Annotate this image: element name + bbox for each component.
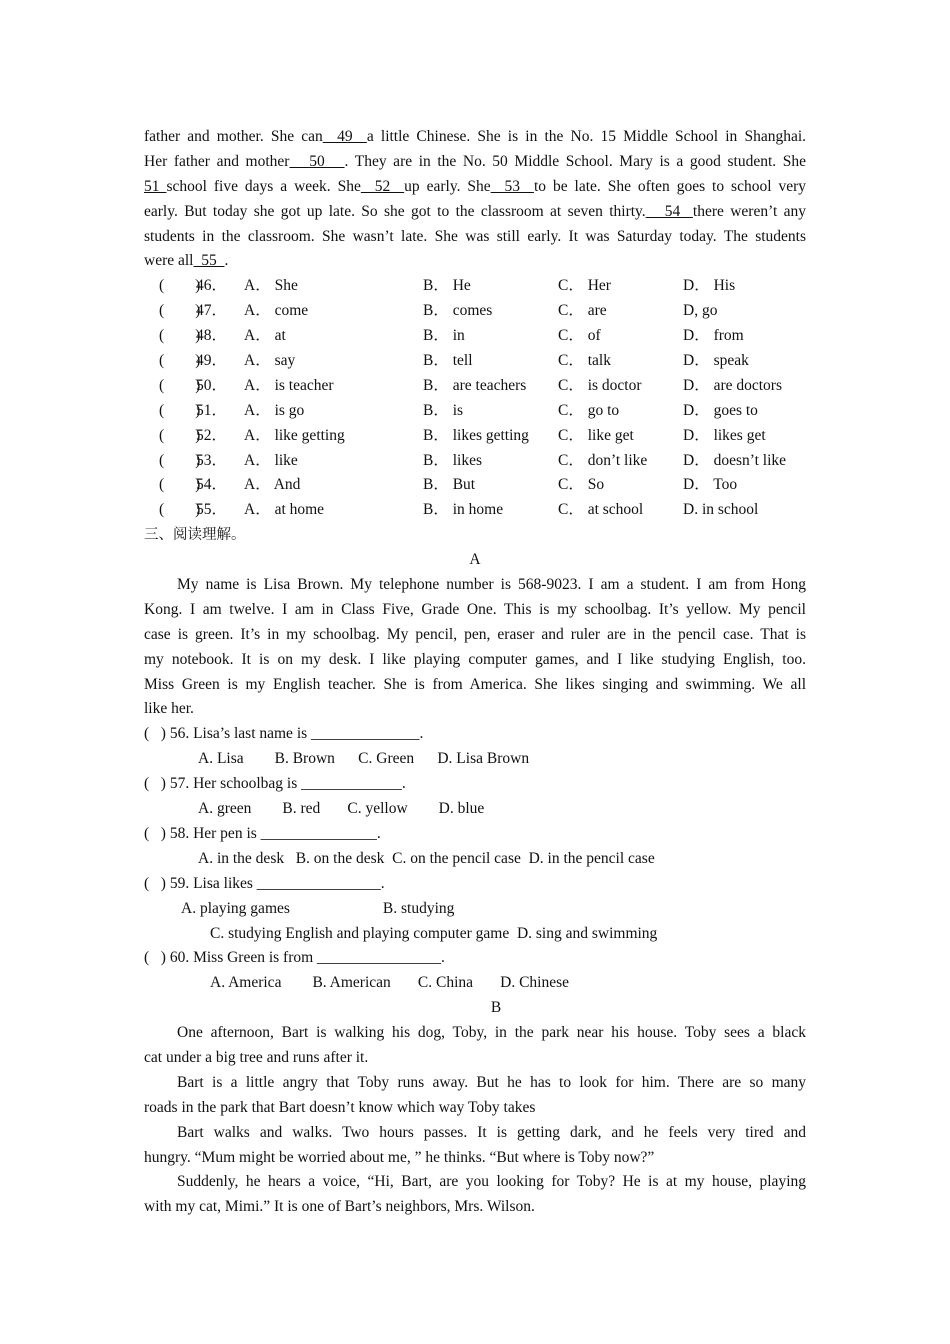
passage-a-questions xyxy=(144,722,806,996)
cloze-text: father and mother. She can xyxy=(144,128,323,145)
question: ( ) 58. Her pen is _______________. xyxy=(144,824,381,842)
cloze-text: . xyxy=(224,252,229,270)
option-b: B． likes xyxy=(423,451,482,469)
cloze-line xyxy=(144,150,806,175)
option-a: A． say xyxy=(244,352,296,370)
passage-a-line: Kong. I am twelve. I am in Class Five, Grade One. This is my schoolbag. It’s yellow. My pencil xyxy=(144,600,806,618)
option-c: C． like get xyxy=(558,426,634,444)
option-b: B． likes getting xyxy=(423,426,529,444)
option-c: C． are xyxy=(558,302,607,320)
cloze-text: students in the classroom. She wasn’t late. She was still early. It was Saturday today. The students xyxy=(144,227,806,245)
cloze-line xyxy=(144,225,806,250)
cloze-line xyxy=(144,200,806,225)
option-row xyxy=(144,424,806,449)
option-c: C． is doctor xyxy=(558,376,642,394)
cloze-text: a little Chinese. She is in the No. 15 Middle School in Shanghai. xyxy=(366,128,807,145)
section-heading: 三、阅读理解。 xyxy=(144,527,246,544)
passage-b xyxy=(144,1021,806,1220)
option-d: D． likes get xyxy=(683,426,766,444)
answer-paren: ( ) xyxy=(159,451,201,469)
option-c: C． So xyxy=(558,476,605,494)
question-number: 52． xyxy=(196,426,228,444)
question: ( ) 59. Lisa likes ________________. xyxy=(144,874,385,892)
answer-choices: A. playing games B. studying xyxy=(181,899,455,917)
option-row xyxy=(144,374,806,399)
blank-number: 52 xyxy=(360,177,405,195)
option-c: C． at school xyxy=(558,501,644,519)
option-a: A． like getting xyxy=(244,426,345,444)
option-c: C． don’t like xyxy=(558,451,648,469)
question-number: 46． xyxy=(196,277,228,295)
answer-choices: A. green B. red C. yellow D. blue xyxy=(198,800,485,818)
option-d: D. in school xyxy=(683,501,759,519)
option-a: A． is go xyxy=(244,401,305,419)
question: ( ) 60. Miss Green is from ________________. xyxy=(144,949,445,967)
answer-choices: A. in the desk B. on the desk C. on the pencil case D. in the pencil case xyxy=(198,849,655,867)
passage-a xyxy=(144,573,806,722)
answer-paren: ( ) xyxy=(159,426,201,444)
answer-choices: A. America B. American C. China D. Chinese xyxy=(210,974,570,992)
option-b: B． comes xyxy=(423,302,493,320)
question-number: 51． xyxy=(196,401,228,419)
option-d: D． goes to xyxy=(683,401,758,419)
passage-b-line: One afternoon, Bart is walking his dog, Toby, in the park near his house. Toby sees a black xyxy=(177,1024,806,1042)
answer-paren: ( ) xyxy=(159,302,201,320)
option-a: A． She xyxy=(244,277,298,295)
answer-paren: ( ) xyxy=(159,476,201,494)
option-b: B． He xyxy=(423,277,471,295)
option-b: B． is xyxy=(423,401,464,419)
passage-b-line: Suddenly, he hears a voice, “Hi, Bart, are you looking for Toby? He is at my house, playing xyxy=(177,1173,806,1191)
option-row xyxy=(144,399,806,424)
option-d: D． speak xyxy=(683,352,749,370)
question: ( ) 57. Her schoolbag is _____________. xyxy=(144,775,406,793)
cloze-options xyxy=(144,274,806,523)
question-number: 54． xyxy=(196,476,228,494)
cloze-line xyxy=(144,249,806,274)
passage-b-line: roads in the park that Bart doesn’t know which way Toby takes xyxy=(144,1098,536,1116)
cloze-passage xyxy=(144,125,806,274)
answer-paren: ( ) xyxy=(159,501,201,519)
passage-a-line: case is green. It’s in my schoolbag. My pencil, pen, eraser and ruler are in the pencil case. That is xyxy=(144,625,806,643)
cloze-line xyxy=(144,175,806,200)
passage-a-line: like her. xyxy=(144,700,194,718)
cloze-text: early. But today she got up late. So she got to the classroom at seven thirty. xyxy=(144,202,646,220)
option-row xyxy=(144,473,806,498)
question-number: 48． xyxy=(196,327,228,345)
cloze-line xyxy=(144,125,806,150)
option-b: B． But xyxy=(423,476,476,494)
question: ( ) 56. Lisa’s last name is ______________. xyxy=(144,725,424,743)
cloze-text: were all xyxy=(144,252,194,270)
cloze-text: Her father and mother xyxy=(144,152,290,170)
option-row xyxy=(144,274,806,299)
option-a: A． And xyxy=(244,476,301,494)
option-d: D． His xyxy=(683,277,736,295)
answer-paren: ( ) xyxy=(159,277,201,295)
option-d: D, go xyxy=(683,302,718,320)
option-c: C． talk xyxy=(558,352,611,370)
question-number: 53． xyxy=(196,451,228,469)
answer-paren: ( ) xyxy=(159,401,201,419)
passage-a-line: my notebook. It is on my desk. I like playing computer games, and I like studying English, too. xyxy=(144,650,806,668)
answer-choices: A. Lisa B. Brown C. Green D. Lisa Brown xyxy=(198,750,530,768)
blank-number: 53 xyxy=(490,177,534,195)
passage-a-line: My name is Lisa Brown. My telephone number is 568-9023. I am a student. I am from Hong xyxy=(177,576,806,594)
passage-a-line: Miss Green is my English teacher. She is from America. She likes singing and swimming. We all xyxy=(144,675,806,693)
blank-number: 49 xyxy=(322,128,367,145)
passage-a-label: A xyxy=(469,551,481,569)
blank-number: 54 xyxy=(645,202,693,220)
cloze-text: there weren’t any xyxy=(692,202,807,220)
option-b: B． tell xyxy=(423,352,473,370)
cloze-text: to be late. She often goes to school very xyxy=(533,177,807,195)
option-b: B． are teachers xyxy=(423,376,527,394)
option-d: D． from xyxy=(683,327,744,345)
answer-paren: ( ) xyxy=(159,376,201,394)
answer-paren: ( ) xyxy=(159,352,201,370)
passage-b-line: hungry. “Mum might be worried about me, ” he thinks. “But where is Toby now?” xyxy=(144,1148,655,1166)
question-number: 49． xyxy=(196,352,228,370)
cloze-text: school five days a week. She xyxy=(166,177,361,195)
document-page xyxy=(144,125,806,1220)
option-a: A． come xyxy=(244,302,309,320)
option-row xyxy=(144,498,806,523)
cloze-text: . They are in the No. 50 Middle School. Mary is a good student. She xyxy=(344,152,806,170)
option-a: A． at xyxy=(244,327,286,345)
option-c: C． Her xyxy=(558,277,611,295)
option-b: B． in xyxy=(423,327,465,345)
option-d: D． are doctors xyxy=(683,376,782,394)
passage-b-label: B xyxy=(490,999,502,1017)
passage-b-line: cat under a big tree and runs after it. xyxy=(144,1048,369,1066)
option-row xyxy=(144,349,806,374)
answer-choices: C. studying English and playing computer game D. sing and swimming xyxy=(210,924,658,942)
blank-number: 55 xyxy=(193,252,225,270)
option-a: A． is teacher xyxy=(244,376,334,394)
option-c: C． of xyxy=(558,327,601,345)
answer-paren: ( ) xyxy=(159,327,201,345)
question-number: 50． xyxy=(196,376,228,394)
passage-b-line: with my cat, Mimi.” It is one of Bart’s neighbors, Mrs. Wilson. xyxy=(144,1198,535,1216)
option-row xyxy=(144,299,806,324)
option-a: A． like xyxy=(244,451,298,469)
passage-b-line: Bart walks and walks. Two hours passes. It is getting dark, and he feels very tired and xyxy=(177,1123,806,1141)
option-c: C． go to xyxy=(558,401,620,419)
question-number: 55． xyxy=(196,501,228,519)
blank-number: 51 xyxy=(144,177,167,195)
option-d: D． Too xyxy=(683,476,738,494)
option-d: D． doesn’t like xyxy=(683,451,787,469)
option-row xyxy=(144,449,806,474)
option-b: B． in home xyxy=(423,501,504,519)
question-number: 47． xyxy=(196,302,228,320)
option-row xyxy=(144,324,806,349)
cloze-text: up early. She xyxy=(404,177,491,195)
option-a: A． at home xyxy=(244,501,325,519)
passage-b-line: Bart is a little angry that Toby runs away. But he has to look for him. There are so many xyxy=(177,1073,806,1091)
blank-number: 50 xyxy=(289,152,345,170)
